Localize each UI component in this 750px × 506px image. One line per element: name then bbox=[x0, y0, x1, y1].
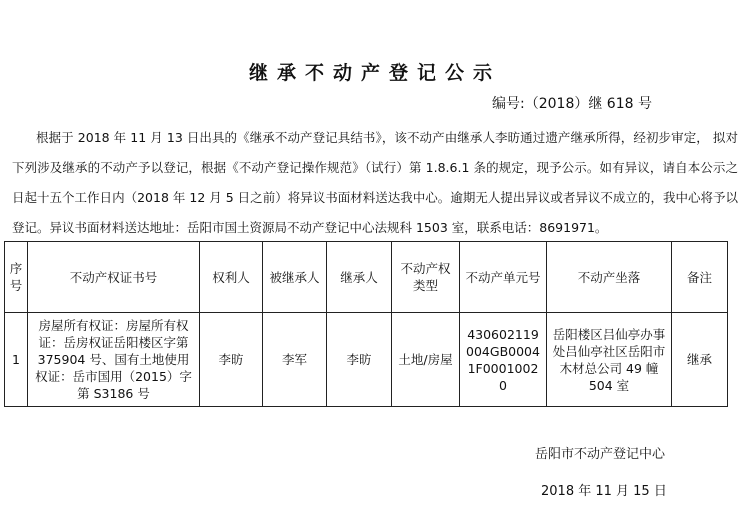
cell-type: 土地/房屋 bbox=[392, 313, 460, 407]
notice-body: 根据于 2018 年 11 月 13 日出具的《继承不动产登记具结书》，该不动产由继承人李昉通过遗产继承所得，经初步审定， 拟对下列涉及继承的不动产予以登记，根据《不动产登记操作规范》（试行）第 1.8.6.1 条的规定，现予公示。如有异议，请自本公示之日起十五个工作日内（2018 年 12 月 5 日之前）将异议书面材料送达我中心。逾期无人提出异议或者异议不成立的，我中心将予以登记。异议书面材料送达地址：岳阳市国土资源局不动产登记中心法规科 1503 室，联系电话：8691971。 bbox=[12, 130, 738, 235]
cell-note: 继承 bbox=[672, 313, 728, 407]
document-number: 编号:（2018）继 618 号 bbox=[492, 96, 652, 112]
cell-unit: 430602119004GB00041F00010020 bbox=[460, 313, 547, 407]
notice-title: 继承不动产登记公示 bbox=[248, 62, 501, 84]
registration-table bbox=[4, 241, 728, 407]
header-location: 不动产坐落 bbox=[547, 242, 672, 313]
cell-cert: 房屋所有权证：房屋所有权证：岳房权证岳阳楼区字第 375904 号、国有土地使用权证：岳市国用（2015）字第 S3186 号 bbox=[28, 313, 200, 407]
cell-seq: 1 bbox=[5, 313, 28, 407]
header-inherited: 被继承人 bbox=[263, 242, 327, 313]
issuer-signature: 岳阳市不动产登记中心 bbox=[535, 447, 666, 462]
cell-owner: 李昉 bbox=[200, 313, 263, 407]
table-row bbox=[5, 313, 728, 407]
cell-location: 岳阳楼区吕仙亭办事处吕仙亭社区岳阳市木材总公司 49 幢 504 室 bbox=[547, 313, 672, 407]
cell-heir: 李昉 bbox=[327, 313, 392, 407]
header-heir: 继承人 bbox=[327, 242, 392, 313]
header-type: 不动产权类型 bbox=[392, 242, 460, 313]
header-unit: 不动产单元号 bbox=[460, 242, 547, 313]
header-cert: 不动产权证书号 bbox=[28, 242, 200, 313]
header-seq: 序号 bbox=[5, 242, 28, 313]
header-note: 备注 bbox=[672, 242, 728, 313]
cell-inherited: 李军 bbox=[263, 313, 327, 407]
header-owner: 权利人 bbox=[200, 242, 263, 313]
issue-date: 2018 年 11 月 15 日 bbox=[541, 484, 667, 499]
table-header-row bbox=[5, 242, 728, 313]
